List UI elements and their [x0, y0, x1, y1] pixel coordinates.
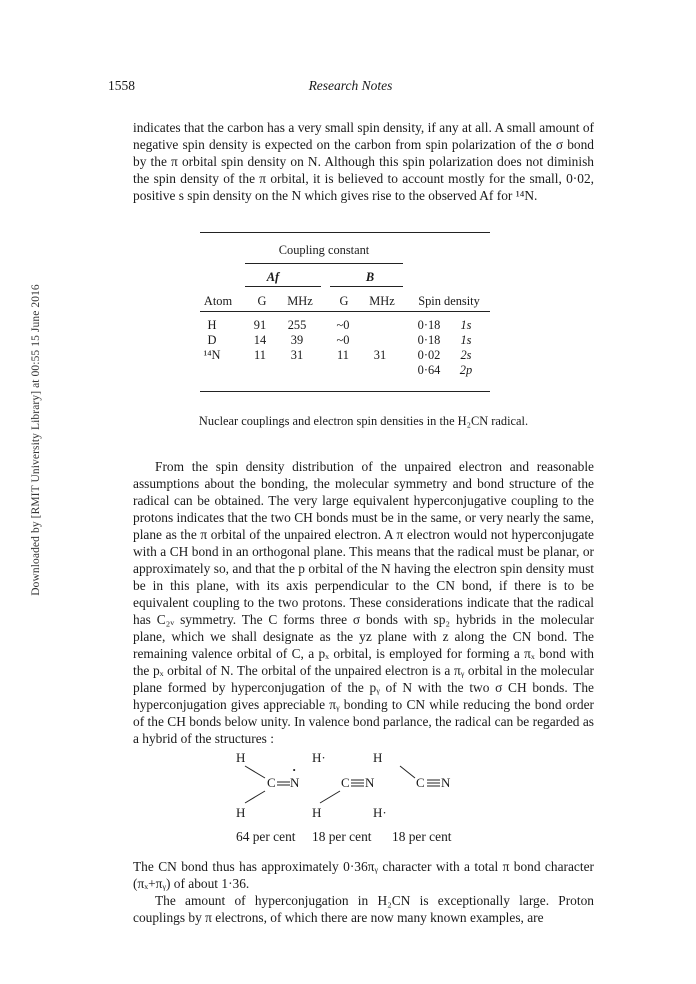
col-header-b-g: G: [339, 294, 349, 308]
bond-line: [320, 791, 340, 803]
paragraph-4: The amount of hyperconjugation in H₂CN is exceptionally large. Proton couplings by π electrons, of which there are now many known examples, are: [133, 893, 594, 925]
table-cell: 0·02: [417, 348, 441, 362]
table-cell: 0·18: [417, 318, 441, 332]
b-header: B: [365, 270, 375, 284]
structure-1-percent: 64 per cent: [236, 829, 296, 844]
af-header: Af: [266, 270, 280, 284]
table-cell: 31: [373, 348, 387, 362]
structure-1-h-bottom: H: [236, 805, 246, 820]
structure-2-h-bottom: H: [312, 805, 322, 820]
page-number: 1558: [108, 78, 135, 93]
structure-2-n: N: [365, 775, 375, 790]
table-cell: ¹⁴N: [203, 348, 221, 362]
table-cell: ~0: [336, 333, 350, 347]
structure-3-h-top: H: [373, 750, 383, 765]
table-cell: 14: [253, 333, 267, 347]
structure-3-h-bottom: H·: [373, 805, 387, 820]
page-header: [108, 78, 593, 98]
table-caption: Nuclear couplings and electron spin densities in the H₂CN radical.: [198, 414, 529, 428]
table-cell: D: [207, 333, 217, 347]
table-cell: 2s: [460, 348, 472, 362]
running-title: Research Notes: [308, 78, 393, 93]
structure-3-bonds: [370, 735, 460, 815]
bond-line: [245, 766, 265, 778]
structure-3-percent: 18 per cent: [392, 829, 452, 844]
structure-1-radical-dot: ·: [292, 762, 297, 777]
table-cell: H: [207, 318, 217, 332]
coupling-constant-header: Coupling constant: [278, 243, 370, 257]
paragraph-2: From the spin density distribution of the unpaired electron and reasonable assumptions about the bonding, the molecular symmetry and bond structure of the radical can be obtained. The very large equivalent hyperconjugative coupling to the protons indicates that the two CH bonds must be in the same, or very nearly the same, plane as the π orbital of the unpaired electron. A π electron would not hyperconjugate with a CH bond in an orthogonal plane. This means that the radical must be planar, or approximately so, and that the p orbital of the N having the electron spin density must be in this plane, with its axis perpendicular to the CN bond, if there is to be equivalent coupling to the two protons. These considerations indicate that the radical has C₂ᵥ symmetry. The C forms three σ bonds with sp₂ hybrids in the molecular plane, which we shall designate as the yz plane with z along the CN bond. The remaining valence orbital of C, a pₓ orbital, is employed for forming a πₓ bond with the pₓ orbital of N. The orbital of the unpaired electron is a πᵧ orbital in the molecular plane formed by hyperconjugation of the pᵧ of N with the two σ CH bonds. The hyperconjugation gives appreciable πᵧ bonding to CN while reducing the bond order of the CH bonds below unity. In valence bond parlance, the radical can be regarded as a hybrid of the structures :: [133, 459, 594, 746]
col-header-spin-density: Spin density: [418, 294, 480, 308]
col-header-atom: Atom: [203, 294, 233, 308]
structure-1-bonds: [230, 735, 310, 815]
table-cell: 11: [254, 348, 266, 362]
table-cell: ~0: [336, 318, 350, 332]
af-rule: [245, 286, 321, 287]
download-watermark: [28, 215, 44, 665]
structure-2-h-top: H·: [312, 750, 326, 765]
table-header-rule: [200, 311, 490, 312]
structure-3-n: N: [441, 775, 451, 790]
structure-2-c: C: [341, 775, 350, 790]
table-cell: 11: [337, 348, 349, 362]
table-cell: 255: [287, 318, 307, 332]
table-top-rule: [200, 232, 490, 233]
paragraph-3: The CN bond thus has approximately 0·36πᵧ character with a total π bond character (πₓ+πᵧ) of about 1·36.: [133, 859, 594, 891]
table-cell: 31: [290, 348, 304, 362]
table-cell: 1s: [460, 318, 472, 332]
bond-line: [245, 791, 265, 803]
col-header-af-mhz: MHz: [287, 294, 313, 308]
bond-line: [400, 766, 415, 778]
download-watermark-text: Downloaded by [RMIT University Library] at 00:55 15 June 2016: [30, 284, 43, 596]
table-cell: 0·64: [417, 363, 441, 377]
structure-1-c: C: [267, 775, 276, 790]
structure-2-percent: 18 per cent: [312, 829, 372, 844]
table-bottom-rule: [200, 391, 490, 392]
table-cell: 1s: [460, 333, 472, 347]
paragraph-1: indicates that the carbon has a very small spin density, if any at all. A small amount of negative spin density is expected on the carbon from spin polarization of the σ bond by the π orbital spin density on N. Although this spin polarization does not diminish the spin density of the π orbital, it is believed to account mostly for the small, 0·02, positive s spin density on the N which gives rise to the observed Af for ¹⁴N.: [133, 120, 594, 203]
col-header-af-g: G: [257, 294, 267, 308]
table-cell: 91: [253, 318, 267, 332]
b-rule: [330, 286, 403, 287]
col-header-b-mhz: MHz: [369, 294, 395, 308]
table-cell: 2p: [459, 363, 473, 377]
table-cell: 0·18: [417, 333, 441, 347]
table-cell: 39: [290, 333, 304, 347]
structure-1-n: N: [290, 775, 300, 790]
structure-1-h-top: H: [236, 750, 246, 765]
coupling-group-rule: [245, 263, 403, 264]
structure-3-c: C: [416, 775, 425, 790]
